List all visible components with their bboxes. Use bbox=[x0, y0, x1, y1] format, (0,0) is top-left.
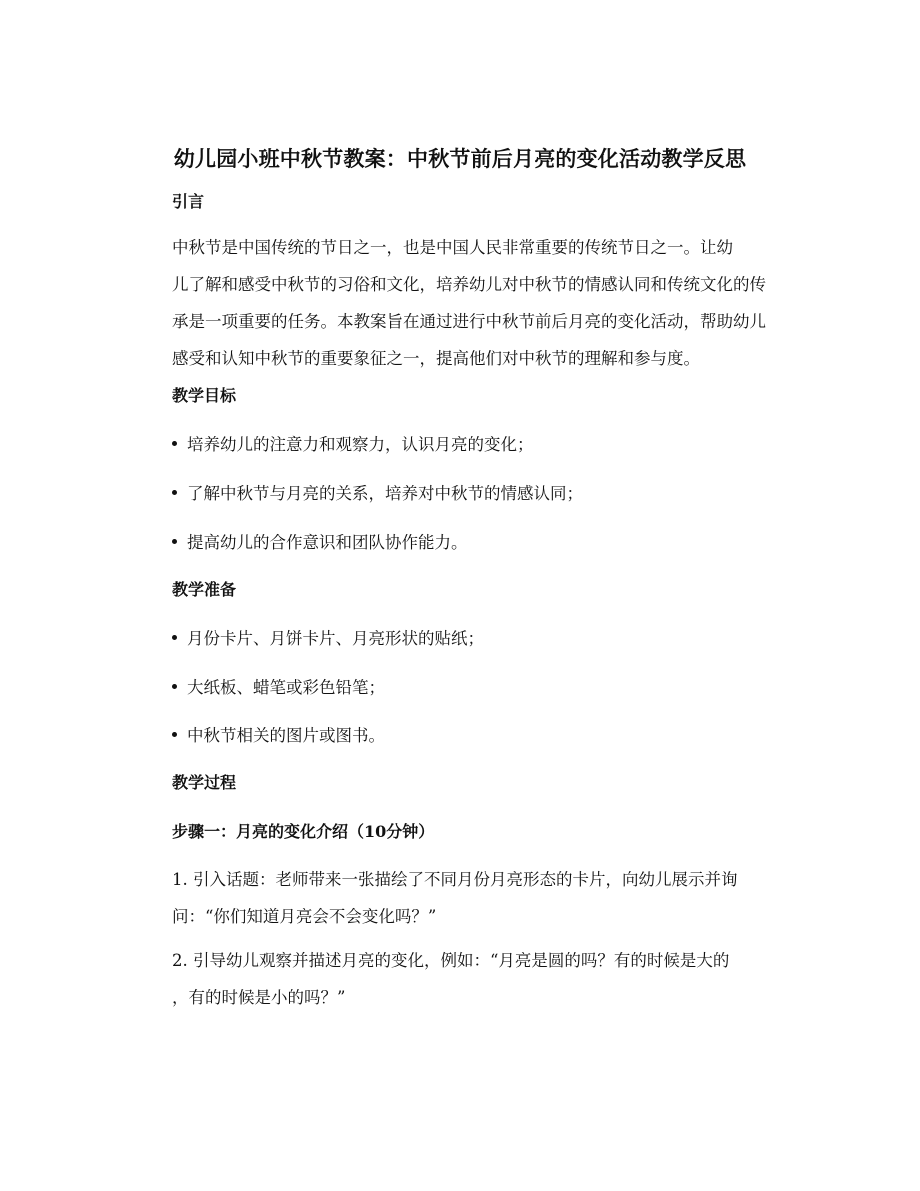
heading-process: 教学过程 bbox=[172, 773, 237, 792]
step1-item-2-line-1: 2. 引导幼儿观察并描述月亮的变化，例如：“月亮是圆的吗？有的时候是大的 bbox=[172, 951, 730, 970]
heading-goals: 教学目标 bbox=[172, 386, 237, 405]
bullet-dot-icon bbox=[172, 732, 177, 737]
bullet-dot-icon bbox=[172, 684, 177, 689]
bullet-dot-icon bbox=[172, 441, 177, 446]
bullet-dot-icon bbox=[172, 635, 177, 640]
bullet-dot-icon bbox=[172, 539, 177, 544]
step1-item-2 bbox=[172, 942, 729, 1016]
heading-prep: 教学准备 bbox=[172, 580, 237, 599]
intro-paragraph bbox=[172, 229, 766, 377]
intro-line-2: 儿了解和感受中秋节的习俗和文化，培养幼儿对中秋节的情感认同和传统文化的传 bbox=[172, 275, 766, 294]
goals-item-3: 提高幼儿的合作意识和团队协作能力。 bbox=[172, 531, 468, 555]
step1-item-1 bbox=[172, 861, 738, 935]
goals-item-1: 培养幼儿的注意力和观察力，认识月亮的变化； bbox=[172, 433, 534, 457]
step1-item-1-line-1: 1. 引入话题：老师带来一张描绘了不同月份月亮形态的卡片，向幼儿展示并询 bbox=[172, 870, 738, 889]
step1-heading: 步骤一：月亮的变化介绍（10分钟） bbox=[172, 822, 435, 841]
prep-item-2: 大纸板、蜡笔或彩色铅笔； bbox=[172, 676, 385, 700]
goals-item-2: 了解中秋节与月亮的关系，培养对中秋节的情感认同； bbox=[172, 482, 583, 506]
intro-line-3: 承是一项重要的任务。本教案旨在通过进行中秋节前后月亮的变化活动，帮助幼儿 bbox=[172, 312, 766, 331]
document-title: 幼儿园小班中秋节教案：中秋节前后月亮的变化活动教学反思 bbox=[173, 146, 747, 171]
intro-line-4: 感受和认知中秋节的重要象征之一，提高他们对中秋节的理解和参与度。 bbox=[172, 349, 700, 368]
prep-item-3: 中秋节相关的图片或图书。 bbox=[172, 724, 385, 748]
heading-intro: 引言 bbox=[172, 192, 205, 211]
bullet-dot-icon bbox=[172, 490, 177, 495]
step1-item-1-line-2: 问：“你们知道月亮会不会变化吗？” bbox=[172, 907, 437, 926]
prep-item-1: 月份卡片、月饼卡片、月亮形状的贴纸； bbox=[172, 627, 484, 651]
step1-item-2-line-2: ，有的时候是小的吗？” bbox=[172, 988, 346, 1007]
intro-line-1: 中秋节是中国传统的节日之一，也是中国人民非常重要的传统节日之一。让幼 bbox=[172, 238, 733, 257]
